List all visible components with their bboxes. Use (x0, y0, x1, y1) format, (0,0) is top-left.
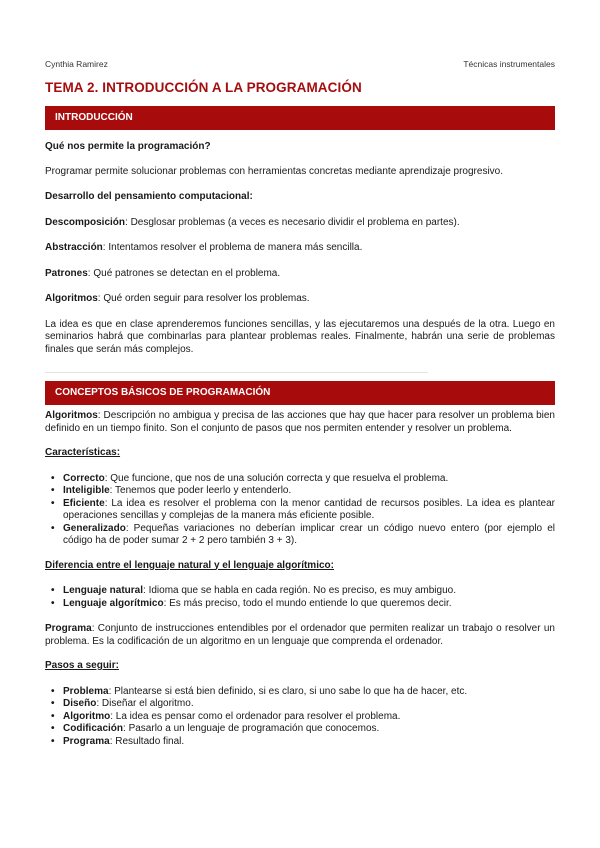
concept-item (45, 293, 555, 306)
list-item (45, 711, 555, 724)
header-author: Cynthia Ramirez (45, 59, 108, 69)
list-item-term: Programa (63, 735, 110, 747)
list-item (45, 498, 555, 523)
steps-heading: Pasos a seguir: (45, 660, 119, 671)
list-item-term: Algoritmo (63, 710, 111, 722)
section-concepts-content (45, 410, 555, 748)
list-item (45, 585, 555, 598)
list-item (45, 485, 555, 498)
characteristics-heading: Características: (45, 447, 121, 458)
algorithm-text: : Descripción no ambigua y precisa de las acciones que hay que hacer para resolver un problema bien definido en un tiempo finito. Son el conjunto de pasos que nos permiten entender y resolver un problema. (45, 410, 555, 434)
program-definition (45, 623, 555, 648)
list-item-text: : Tenemos que poder leerlo y entenderlo. (109, 485, 292, 496)
list-item-term: Diseño (63, 698, 97, 709)
list-item-term: Eficiente (63, 497, 105, 509)
list-item-term: Inteligible (63, 485, 110, 496)
page-title: TEMA 2. INTRODUCCIÓN A LA PROGRAMACIÓN (45, 80, 362, 95)
divider (45, 372, 428, 373)
list-item-term: Lenguaje algorítmico (63, 597, 164, 609)
list-item-text: : La idea es resolver el problema con la menor cantidad de recursos posibles. La idea es plantear operaciones sencillas y complejas de la manera más eficiente posible. (63, 497, 555, 521)
list-item-text: : Pasarlo a un lenguaje de programación que conocemos. (123, 723, 380, 734)
algorithm-term: Algoritmos (45, 410, 98, 421)
concept-text: : Qué orden seguir para resolver los problemas. (97, 293, 310, 304)
list-item-text: : Resultado final. (109, 735, 185, 747)
concept-item (45, 217, 555, 230)
concept-term: Abstracción (45, 242, 103, 253)
concept-text: : Qué patrones se detectan en el problema. (87, 267, 281, 279)
section-heading-introduccion: INTRODUCCIÓN (45, 106, 555, 130)
list-item (45, 736, 555, 749)
list-item-text: : Que funcione, que nos de una solución correcta y que resuelva el problema. (104, 472, 449, 484)
concept-item (45, 242, 555, 255)
header-course: Técnicas instrumentales (463, 59, 555, 69)
list-item (45, 473, 555, 486)
list-item-text: : Idioma que se habla en cada región. No es preciso, es muy ambiguo. (143, 585, 456, 596)
concept-text: : Intentamos resolver el problema de manera más sencilla. (102, 242, 363, 253)
list-item-term: Lenguaje natural (63, 585, 144, 596)
concept-term: Patrones (45, 267, 88, 279)
steps-list (45, 686, 555, 749)
list-item (45, 723, 555, 736)
dev-heading: Desarrollo del pensamiento computacional: (45, 191, 253, 202)
section-intro-content (45, 141, 555, 356)
list-item-term: Correcto (63, 472, 105, 484)
concept-text: : Desglosar problemas (a veces es necesario dividir el problema en partes). (125, 216, 460, 228)
intro-closing: La idea es que en clase aprenderemos funciones sencillas, y las ejecutaremos una después de la otra. Luego en seminarios habrá que combinarlas para plantear problemas reales. Finalmente, habrán una serie de problemas finales que serán más complejos. (45, 318, 555, 355)
intro-question: Qué nos permite la programación? (45, 141, 211, 152)
section-heading-conceptos: CONCEPTOS BÁSICOS DE PROGRAMACIÓN (45, 381, 555, 405)
list-item-text: : Pequeñas variaciones no deberían implicar crear un código nuevo entero (por ejemplo el código ha de poder sumar 2 + 2 pero también 3 + 3). (63, 522, 555, 546)
list-item (45, 598, 555, 611)
list-item (45, 686, 555, 699)
list-item-text: : La idea es pensar como el ordenador para resolver el problema. (110, 710, 401, 722)
list-item (45, 523, 555, 548)
algorithm-definition (45, 410, 555, 435)
concept-term: Algoritmos (45, 293, 98, 304)
intro-answer: Programar permite solucionar problemas con herramientas concretas mediante aprendizaje progresivo. (45, 165, 504, 177)
list-item-term: Problema (63, 685, 109, 697)
list-item-text: : Es más preciso, todo el mundo entiende lo que queremos decir. (163, 597, 452, 609)
list-item-text: : Diseñar el algoritmo. (96, 698, 194, 709)
list-item (45, 698, 555, 711)
characteristics-list (45, 473, 555, 548)
concept-item (45, 268, 555, 281)
program-text: : Conjunto de instrucciones entendibles por el ordenador que permiten realizar un trabajo o resolver un problema. Es la codificación de un algoritmo en un lenguaje que comprenda el ordenador. (45, 623, 555, 647)
list-item-term: Codificación (63, 723, 124, 734)
program-term: Programa (45, 623, 92, 634)
difference-heading: Diferencia entre el lenguaje natural y el lenguaje algorítmico: (45, 559, 334, 571)
concept-term: Descomposición (45, 216, 126, 228)
languages-list (45, 585, 555, 610)
list-item-term: Generalizado (63, 522, 126, 534)
list-item-text: : Plantearse si está bien definido, si es claro, si uno sabe lo que ha de hacer, etc. (108, 685, 468, 697)
